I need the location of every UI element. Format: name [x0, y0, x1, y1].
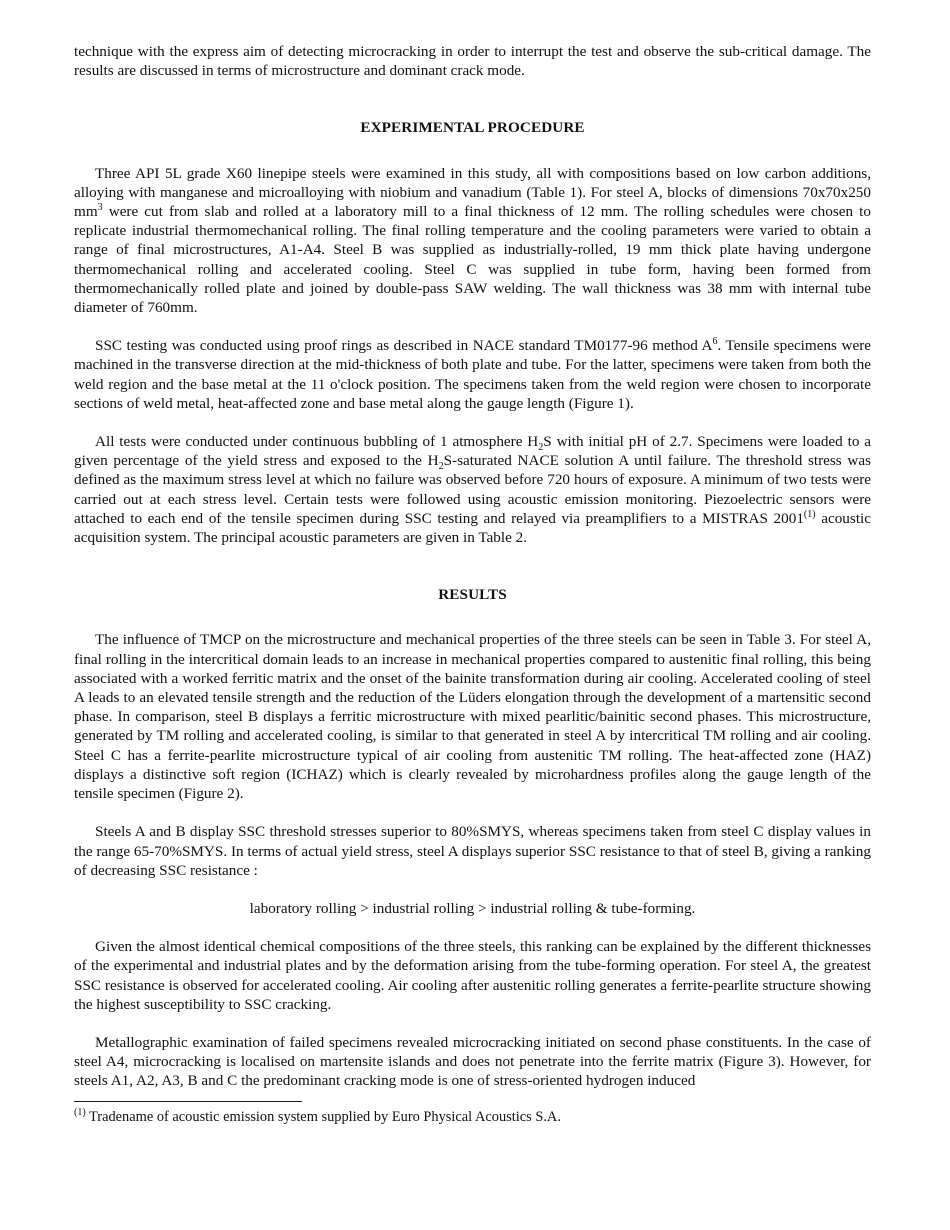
document-page [74, 42, 871, 1127]
footnote-divider [74, 1101, 302, 1102]
ssc-ranking-statement: laboratory rolling > industrial rolling > industrial rolling & tube-forming. [249, 899, 696, 917]
results-paragraph-3: Given the almost identical chemical compositions of the three steels, this ranking can be explained by the different thicknesses of the experimental and industrial plates and by the deformation arising from the tube-forming operation. For steel A, the greatest SSC resistance is observed for accelerated cooling. Air cooling after austenitic rolling generates a ferrite-pearlite structure showing the highest susceptibility to SSC cracking. [74, 938, 871, 1013]
results-heading: RESULTS [438, 586, 507, 604]
results-paragraph-1: The influence of TMCP on the microstructure and mechanical properties of the three steels can be seen in Table 3. For steel A, final rolling in the intercritical domain leads to an increase in mechanical properties compared to austenitic final rolling, this being associated with a worked ferritic matrix and the onset of the bainite transformation during air cooling. Accelerated cooling of steel A leads to an elevated tensile strength and the reduction of the Lüders elongation through the development of a martensitic second phase. In comparison, steel B displays a ferritic microstructure with mixed pearlitic/bainitic second phases. This microstructure, generated by TM rolling and accelerated cooling, is similar to that generated in steel A by intercritical TM rolling and air cooling. Steel C has a ferrite-pearlite microstructure typical of air cooling from austenitic TM rolling. The heat-affected zone (HAZ) displays a distinctive soft region (ICHAZ) which is clearly revealed by microhardness profiles along the gauge length of the tensile specimen (Figure 2). [74, 631, 871, 803]
experimental-paragraph-2: SSC testing was conducted using proof rings as described in NACE standard TM0177-96 method $A^6$. Tensile specimens were machined in the transverse direction at the mid-thickness of both plate and tube. For the latter, specimens were taken from both the weld region and the base metal at the 11 o'clock position. The specimens taken from the weld region were chosen to incorporate sections of weld metal, heat-affected zone and base metal along the gauge length (Figure 1). [74, 336, 872, 412]
results-paragraph-2: Steels A and B display SSC threshold stresses superior to 80%SMYS, whereas specimens taken from steel C display values in the range 65-70%SMYS. In terms of actual yield stress, steel A displays superior SSC resistance to that of steel B, giving a ranking of decreasing SSC resistance : [74, 823, 871, 879]
experimental-procedure-heading: EXPERIMENTAL PROCEDURE [360, 119, 585, 137]
footnote: $^{(1)}$ Tradename of acoustic emission system supplied by Euro Physical Acoustics S.A. [74, 1106, 561, 1125]
experimental-paragraph-1: Three API 5L grade X60 linepipe steels were examined in this study, all with compositions based on low carbon additions, alloying with manganese and microalloying with niobium and vanadium (Table 1). For steel A, blocks of dimensions 70x70x250 $mm^3$ were cut from slab and rolled at a laboratory mill to a final thickness of 12 mm. The rolling schedules were chosen to replicate industrial thermomechanical rolling. The final rolling temperature and the cooling parameters were varied to obtain a range of final microstructures, A1-A4. Steel B was supplied as industrially-rolled, 19 mm thick plate having undergone thermomechanical rolling and accelerated cooling. Steel C was supplied in tube form, having been formed from thermomechanically rolled plate and joined by double-pass SAW welding. The wall thickness was 38 mm with internal tube diameter of 760mm. [74, 164, 871, 317]
footnote-marker: (1) [74, 1106, 86, 1118]
results-paragraph-4: Metallographic examination of failed specimens revealed microcracking initiated on second phase constituents. In the case of steel A4, microcracking is localised on martensite islands and does not penetrate into the ferrite matrix (Figure 3). However, for steels A1, A2, A3, B and C the predominant cracking mode is one of stress-oriented hydrogen induced [74, 1033, 871, 1090]
experimental-paragraph-3: All tests were conducted under continuous bubbling of 1 atmosphere $H_2S$ with initial pH of 2.7. Specimens were loaded to a given percentage of the yield stress and exposed to the $H_2S$-saturated NACE solution A until failure. The threshold stress was defined as the maximum stress level at which no failure was observed before 720 hours of exposure. A minimum of two tests were carried out at each stress level. Certain tests were followed using acoustic emission monitoring. Piezoelectric sensors were attached to each end of the tensile specimen during SSC testing and relayed via preamplifiers to a MISTRAS 2001$^{(1)}$ acoustic acquisition system. The principal acoustic parameters are given in Table 2. [74, 433, 871, 547]
intro-paragraph: technique with the express aim of detecting microcracking in order to interrupt the test and observe the sub-critical damage. The results are discussed in terms of microstructure and dominant crack mode. [74, 43, 871, 80]
